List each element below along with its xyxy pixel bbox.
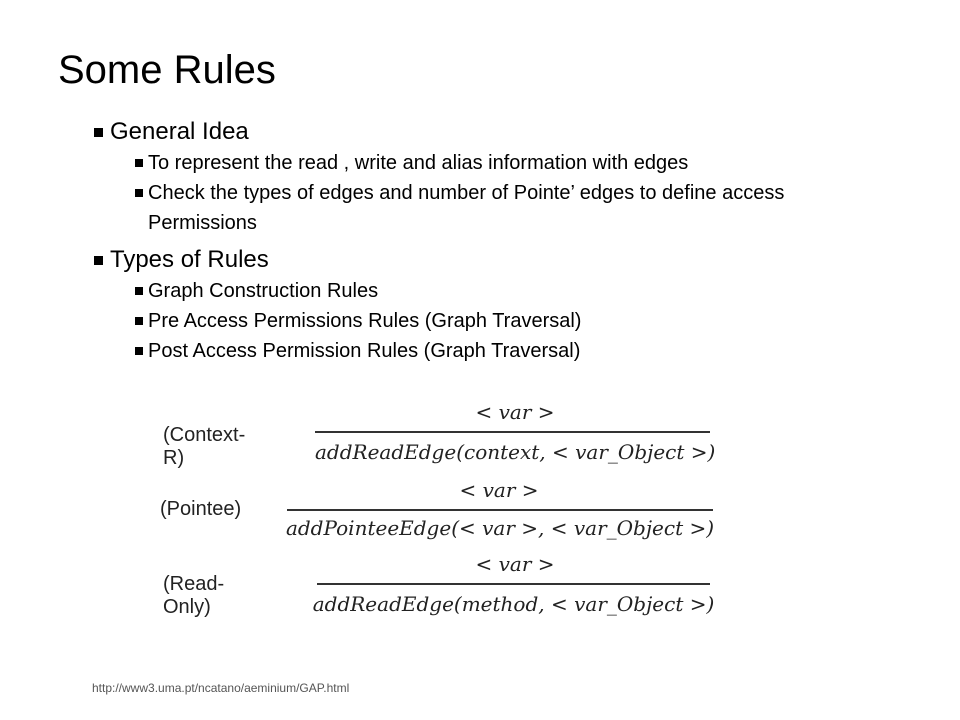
bullet-list — [94, 116, 884, 366]
rule-conclusion: addReadEdge(context, < var_Object >) — [315, 440, 716, 464]
square-bullet-icon — [135, 189, 143, 197]
rule-premise: < var > — [475, 400, 555, 424]
list-item — [135, 306, 884, 336]
rule-label: (Pointee) — [160, 498, 242, 520]
section-types-of-rules — [94, 244, 884, 276]
rule-premise: < var > — [459, 478, 539, 502]
rule-label: (Read-Only) — [163, 573, 225, 618]
rule-divider — [315, 431, 710, 433]
slide-title: Some Rules — [58, 48, 276, 92]
list-item-text: Check the types of edges and number of Pointe’ edges to define access Permissions — [148, 182, 785, 234]
rule-divider — [317, 583, 710, 585]
list-item-text: To represent the read , write and alias information with edges — [148, 152, 689, 174]
rule-label: (Context-R) — [163, 424, 246, 469]
section-heading: Types of Rules — [110, 246, 269, 273]
list-item — [135, 178, 884, 238]
square-bullet-icon — [135, 159, 143, 167]
square-bullet-icon — [94, 128, 103, 137]
rule-conclusion: addPointeeEdge(< var >, < var_Object >) — [285, 516, 715, 540]
list-item — [135, 336, 884, 366]
rule-premise: < var > — [475, 552, 555, 576]
list-item — [135, 148, 884, 178]
section-heading: General Idea — [110, 118, 249, 145]
rule-conclusion: addReadEdge(method, < var_Object >) — [312, 592, 715, 616]
list-item — [135, 276, 884, 306]
list-item-text: Pre Access Permissions Rules (Graph Traversal) — [148, 310, 582, 332]
list-item-text: Post Access Permission Rules (Graph Traversal) — [148, 340, 581, 362]
footer-url: http://www3.uma.pt/ncatano/aeminium/GAP.html — [92, 681, 350, 695]
square-bullet-icon — [135, 347, 143, 355]
section-general-idea — [94, 116, 884, 148]
square-bullet-icon — [135, 287, 143, 295]
list-item-text: Graph Construction Rules — [148, 280, 379, 302]
square-bullet-icon — [94, 256, 103, 265]
square-bullet-icon — [135, 317, 143, 325]
rule-divider — [287, 509, 713, 511]
